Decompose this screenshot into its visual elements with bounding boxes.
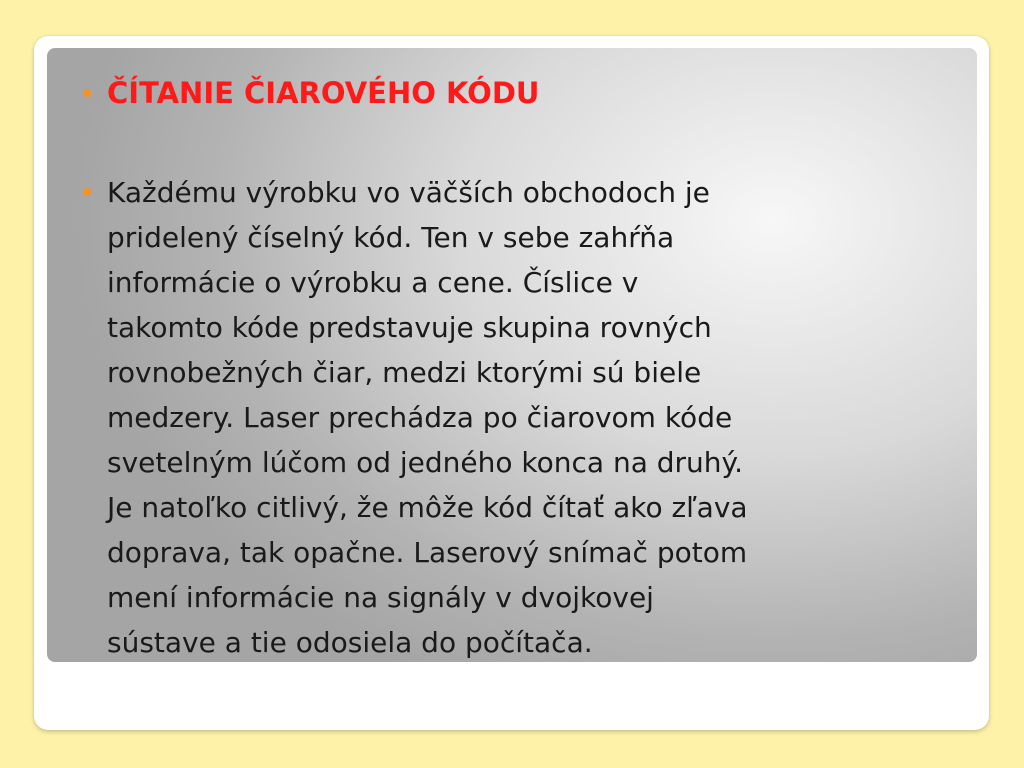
body-line: Je natoľko citlivý, že môže kód čítať ako zľava [107,491,748,524]
body-line: svetelným lúčom od jedného konca na druhý. [107,446,744,479]
body-line: rovnobežných čiar, medzi ktorými sú biele [107,356,702,389]
body-line: Každému výrobku vo väčších obchodoch je [107,176,710,209]
body-line: sústave a tie odosiela do počítača. [107,626,593,659]
bullet-dot-icon [83,89,91,97]
body-line: mení informácie na signály v dvojkovej [107,581,654,614]
body-line: pridelený číselný kód. Ten v sebe zahŕňa [107,221,675,254]
body-line: takomto kóde predstavuje skupina rovných [107,311,712,344]
body-line: medzery. Laser prechádza po čiarovom kóde [107,401,733,434]
body-line: doprava, tak opačne. Laserový snímač potom [107,536,748,569]
slide-title: ČÍTANIE ČIAROVÉHO KÓDU [107,76,540,110]
bullet-dot-icon [83,188,91,196]
body-line: informácie o výrobku a cene. Číslice v [107,266,639,299]
body-paragraph [107,170,967,665]
